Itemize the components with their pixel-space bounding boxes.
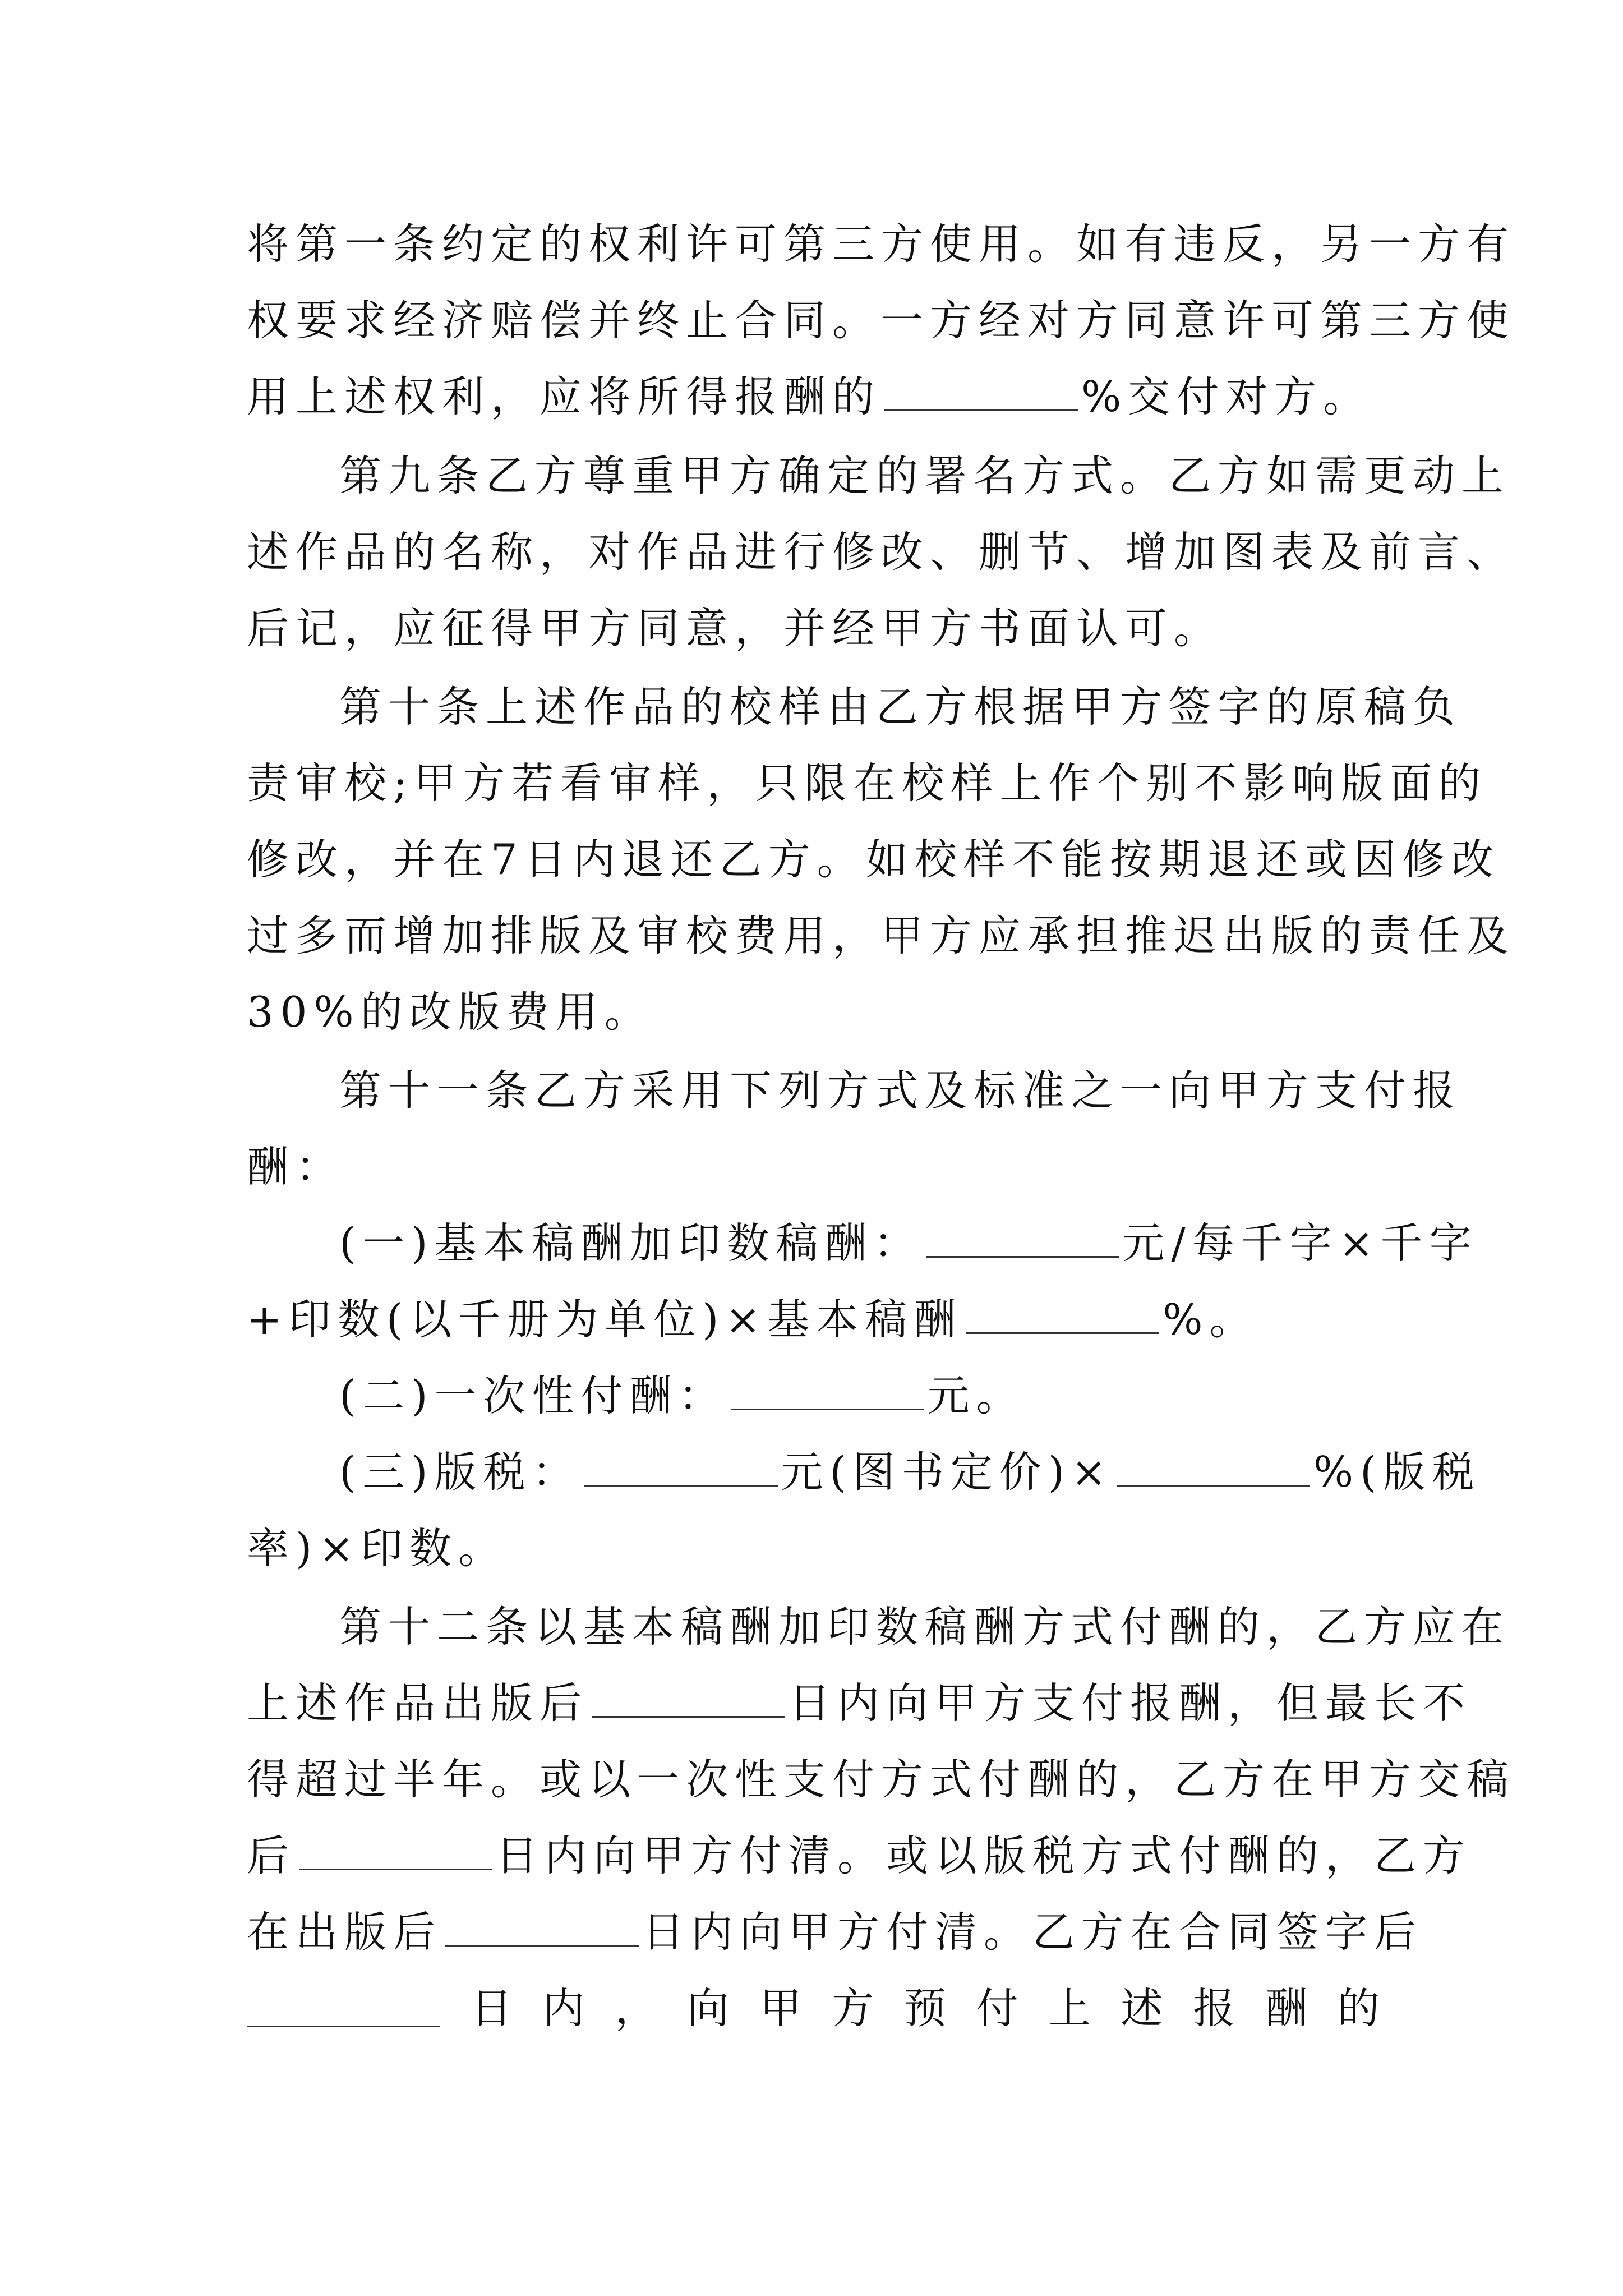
blank-field bbox=[247, 2023, 440, 2027]
text-line: 过多而增加排版及审校费用，甲方应承担推迟出版的责任及 bbox=[247, 911, 1516, 960]
payment-option-3: (三)版税： 元(图书定价)× %(版税 bbox=[339, 1447, 1481, 1497]
text-line: 修改，并在7日内退还乙方。如校样不能按期退还或因修改 bbox=[247, 835, 1500, 884]
payment-option-1: (一)基本稿酬加印数稿酬： 元/每千字×千字 bbox=[339, 1218, 1478, 1268]
blank-field bbox=[1117, 1483, 1310, 1487]
text-line: 得超过半年。或以一次性支付方式付酬的，乙方在甲方交稿 bbox=[247, 1755, 1516, 1804]
article-9-line: 第九条乙方尊重甲方确定的署名方式。乙方如需更动上 bbox=[339, 451, 1511, 500]
text-line: +印数(以千册为单位)×基本稿酬 %。 bbox=[247, 1295, 1258, 1344]
text-line: 在出版后 日内向甲方付清。乙方在合同签字后 bbox=[247, 1907, 1423, 1957]
text-line: 后记，应征得甲方同意，并经甲方书面认可。 bbox=[247, 604, 1223, 653]
blank-field bbox=[966, 1330, 1159, 1334]
article-12-line: 第十二条以基本稿酬加印数稿酬方式付酬的，乙方应在 bbox=[339, 1602, 1511, 1651]
text-line-justified: 日 内 ， 向 甲 方 预 付 上 述 报 酬 的 bbox=[247, 1963, 1380, 2053]
text-line: 率)×印数。 bbox=[247, 1524, 508, 1573]
blank-field bbox=[926, 1254, 1119, 1258]
blank-field bbox=[592, 1714, 785, 1718]
text-line: 后 日内向甲方付清。或以版税方式付酬的，乙方 bbox=[247, 1831, 1472, 1880]
text-line: 责审校;甲方若看审样，只限在校样上作个别不影响版面的 bbox=[247, 758, 1488, 808]
blank-field bbox=[884, 407, 1078, 411]
blank-field bbox=[731, 1406, 924, 1410]
text-line: 述作品的名称，对作品进行修改、删节、增加图表及前言、 bbox=[247, 527, 1516, 577]
text-line: 将第一条约定的权利许可第三方使用。如有违反，另一方有 bbox=[247, 219, 1516, 269]
text-line: 上述作品出版后 日内向甲方支付报酬，但最长不 bbox=[247, 1678, 1472, 1728]
article-10-line: 第十条上述作品的校样由乙方根据甲方签字的原稿负 bbox=[339, 682, 1462, 731]
blank-field bbox=[299, 1866, 492, 1870]
text-line: 30%的改版费用。 bbox=[247, 987, 653, 1037]
text-line: 酬： bbox=[247, 1142, 345, 1191]
payment-option-2: (二)一次性付酬： 元。 bbox=[339, 1371, 1025, 1420]
blank-field bbox=[445, 1943, 639, 1947]
article-11-line: 第十一条乙方采用下列方式及标准之一向甲方支付报 bbox=[339, 1066, 1462, 1115]
blank-field bbox=[584, 1483, 778, 1487]
text-line: 权要求经济赔偿并终止合同。一方经对方同意许可第三方使 bbox=[247, 296, 1516, 345]
text-line: 用上述权利，应将所得报酬的 %交付对方。 bbox=[247, 372, 1372, 421]
